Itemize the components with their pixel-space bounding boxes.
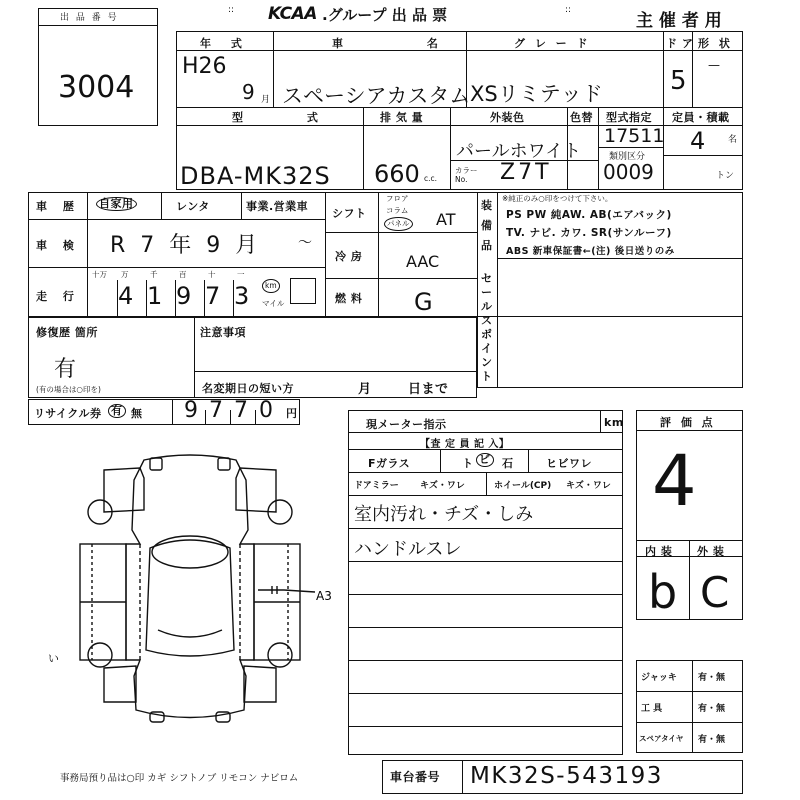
office-note: 事務局預り品は○印 カギ シフトノブ リモコン ナビロム — [60, 773, 299, 784]
exterior-grade: C — [700, 568, 730, 617]
type-label: 型 式 — [232, 111, 348, 124]
rating-score: 4 — [652, 440, 697, 522]
interior-label: 内 装 — [645, 545, 673, 558]
equipment-label: 装備品 — [481, 199, 493, 252]
glass-option-crack: ヒビワレ — [546, 457, 592, 470]
windshield — [152, 536, 228, 568]
displacement-unit: c.c. — [424, 174, 438, 183]
car-name-label: 車 名 — [332, 37, 478, 50]
recycle-digit: 7 — [209, 398, 223, 423]
doors-value: 5 — [670, 66, 687, 96]
car-roof — [146, 540, 234, 656]
ac-value: AAC — [406, 252, 440, 271]
color-change-label: 色替 — [570, 111, 593, 124]
recycle-label: リサイクル券 — [34, 407, 102, 420]
model-designation-label: 型式指定 — [606, 111, 652, 124]
recycle-yes: 有 — [108, 404, 126, 418]
shift-option-panel: パネル — [384, 217, 413, 231]
recycle-unit: 円 — [286, 407, 298, 420]
glass-option-to: ト — [462, 457, 474, 470]
exterior-color-label: 外装色 — [490, 111, 525, 124]
front-right-tab — [218, 458, 230, 470]
glass-option-bi: ビ — [476, 453, 494, 467]
capacity-label: 定員・積載 — [672, 111, 730, 124]
displacement-value: 660 — [374, 160, 420, 188]
history-private: 自家用 — [96, 197, 137, 211]
recycle-digit: 7 — [234, 398, 248, 423]
mileage-digit: 3 — [234, 282, 250, 310]
history-label: 車 歴 — [36, 200, 80, 213]
color-name-value: パールホワイト — [456, 141, 582, 162]
rear-left-quarter — [104, 666, 136, 702]
rear-window — [158, 630, 222, 637]
year-era: H26 — [182, 54, 227, 79]
recycle-digit: 9 — [184, 398, 198, 423]
shaken-tick: 〜 — [298, 235, 312, 251]
load-unit: トン — [716, 171, 735, 181]
header-dots-right: :: — [565, 5, 572, 15]
displacement-label: 排 気 量 — [380, 111, 424, 124]
fuel-label: 燃 料 — [335, 292, 363, 305]
equipment-line2: TV. ナビ. カワ. SR(サンルーフ) — [506, 227, 672, 239]
chassis-number: MK32S-543193 — [470, 763, 663, 789]
damage-pointer — [258, 590, 315, 592]
ac-label: 冷 房 — [335, 250, 363, 263]
shape-label: 形 状 — [698, 37, 733, 50]
mileage-digit-label: 十 — [208, 270, 216, 279]
month-unit: 月 — [261, 95, 271, 105]
meter-unit: km — [604, 416, 624, 429]
mileage-unit-km: km — [262, 279, 280, 293]
class-label: 類別区分 — [609, 152, 646, 162]
interior-grade: b — [648, 565, 678, 619]
car-diagram — [40, 440, 340, 740]
car-body — [126, 455, 254, 718]
mileage-digit-label: 十万 — [92, 270, 107, 279]
mileage-digit-label: 万 — [121, 270, 129, 279]
chassis-label: 車台番号 — [390, 770, 441, 784]
shape-value: — — [708, 58, 720, 72]
period-month-unit: 月 — [358, 382, 372, 397]
mileage-digit: 7 — [205, 282, 221, 310]
organizer-label: 主 催 者 用 — [636, 11, 722, 31]
mileage-digit-label: 千 — [150, 270, 158, 279]
year-label: 年 式 — [200, 37, 250, 50]
fuel-value: G — [414, 288, 433, 316]
equipment-line3: ABS 新車保証書←(注) 後日送りのみ — [506, 246, 675, 257]
month-value: 9 — [242, 80, 255, 104]
shift-label: シフト — [332, 207, 367, 220]
mileage-digit: 4 — [118, 282, 134, 310]
model-code-value: DBA-MK32S — [180, 162, 331, 190]
mirror-label: ドアミラー — [354, 481, 399, 491]
mileage-digit: 1 — [147, 282, 163, 310]
mileage-extra-box — [290, 278, 316, 304]
kcaa-logo: KCAA — [268, 4, 317, 24]
jack-options: 有・無 — [698, 673, 726, 683]
meter-label: 現メーター指示 — [366, 418, 447, 431]
mileage-label: 走 行 — [36, 290, 80, 303]
exterior-label: 外 装 — [697, 545, 725, 558]
capacity-unit: 名 — [728, 135, 738, 145]
rating-label: 評 価 点 — [660, 416, 716, 429]
mirror-options: キズ・ワレ — [420, 481, 465, 491]
history-business: 事業.営業車 — [246, 200, 309, 213]
repair-note: (有の場合は○印を) — [36, 385, 101, 394]
tool-options: 有・無 — [698, 704, 726, 714]
header-dots: :: — [228, 5, 235, 15]
glass-option-stone: 石 — [502, 457, 514, 470]
shift-option-floor: フロア — [386, 194, 409, 203]
tool-label: 工 具 — [641, 704, 663, 714]
form-title: .グループ 出 品 票 — [322, 6, 448, 24]
wheel-label: ホイール(CP) — [494, 481, 552, 491]
car-name-value: スペーシアカスタム — [282, 84, 471, 108]
repair-value: 有 — [54, 357, 77, 382]
inspection-remark-2: ハンドルスレ — [354, 539, 462, 560]
grade-value: XSリミテッド — [470, 82, 603, 106]
mileage-digit: 9 — [176, 282, 192, 310]
lot-number-value: 3004 — [58, 70, 135, 105]
class-value: 0009 — [603, 160, 654, 184]
shaken-value: R 7 年 9 月 — [110, 233, 262, 258]
shift-option-column: コラム — [386, 206, 409, 215]
equipment-note: ※純正のみ○印をつけて下さい。 — [502, 194, 613, 203]
color-no-value: Z7T — [500, 160, 552, 185]
notes-label: 注意事項 — [200, 326, 246, 339]
mileage-digit-label: 百 — [179, 270, 187, 279]
recycle-no: 無 — [131, 407, 143, 420]
lot-number-label: 出 品 番 号 — [60, 13, 119, 23]
spare-options: 有・無 — [698, 735, 726, 745]
spare-label: スペアタイヤ — [639, 734, 684, 743]
jack-label: ジャッキ — [641, 673, 677, 683]
side-mark: い — [48, 652, 59, 665]
mileage-unit-mile: マイル — [262, 299, 285, 308]
wheel-options: キズ・ワレ — [566, 481, 611, 491]
sales-point-label: セールスポイント — [481, 272, 493, 383]
period-day-unit: 日まで — [408, 382, 449, 397]
rear-right-quarter — [244, 666, 276, 702]
inspector-label: 【査 定 員 記 入】 — [420, 439, 510, 450]
shift-value: AT — [436, 210, 456, 229]
repair-label: 修復歴 箇所 — [36, 326, 98, 339]
recycle-digit: 0 — [259, 398, 273, 423]
damage-mark: A3 — [316, 589, 332, 603]
grade-label: グ レ ー ド — [514, 37, 591, 50]
history-rental: レンタ — [176, 200, 210, 213]
glass-label: Fガラス — [368, 457, 411, 470]
short-period-label: 名変期日の短い方 — [202, 382, 294, 395]
front-left-tab — [150, 458, 162, 470]
inspection-remark-1: 室内汚れ・チズ・しみ — [354, 504, 534, 525]
equipment-line1: PS PW 純AW. AB(エアバック) — [506, 209, 672, 221]
shaken-label: 車 検 — [36, 239, 80, 252]
model-designation-value: 17511 — [604, 125, 665, 147]
color-no-label: カラー No. — [455, 166, 478, 184]
mileage-digit-label: 一 — [237, 270, 245, 279]
door-label: ド ア — [666, 37, 694, 50]
capacity-value: 4 — [690, 127, 706, 155]
